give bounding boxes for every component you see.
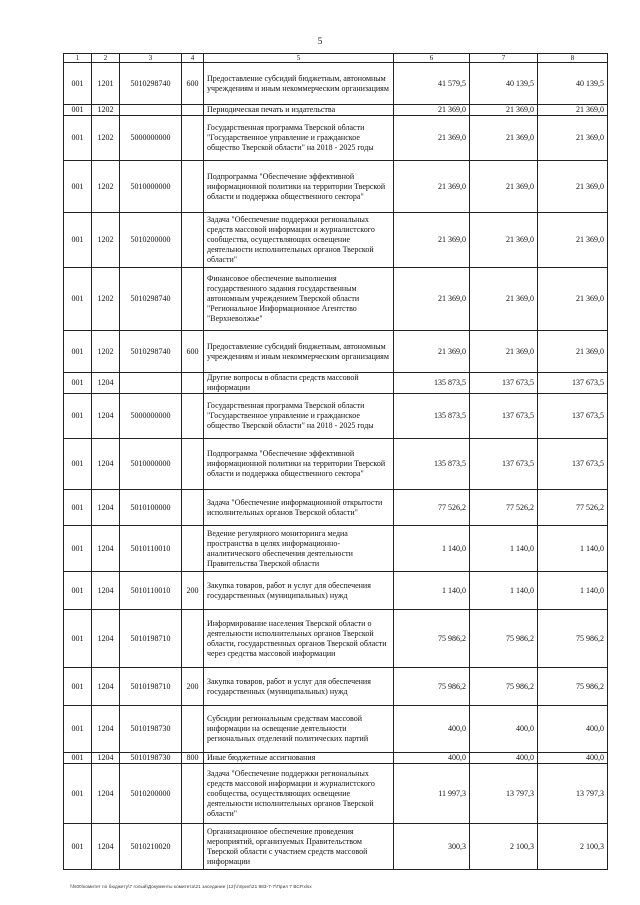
admin-code-cell: 001 bbox=[64, 824, 92, 870]
amount-2023-cell: 21 369,0 bbox=[394, 116, 470, 161]
section-code-cell: 1202 bbox=[92, 105, 120, 116]
admin-code-cell: 001 bbox=[64, 331, 92, 373]
amount-2023-cell: 400,0 bbox=[394, 706, 470, 753]
expense-type-cell bbox=[182, 268, 204, 331]
amount-2024-cell: 21 369,0 bbox=[470, 116, 538, 161]
section-code-cell: 1204 bbox=[92, 373, 120, 394]
section-code-cell: 1204 bbox=[92, 526, 120, 572]
amount-2024-cell: 137 673,5 bbox=[470, 394, 538, 439]
description-cell: Ведение регулярного мониторинга медиа пространства в целях информационно-аналитического обеспечения деятельности Правительства Тверской области bbox=[204, 526, 394, 572]
admin-code-cell: 001 bbox=[64, 490, 92, 526]
target-article-cell: 5010298740 bbox=[120, 331, 182, 373]
amount-2024-cell: 13 797,3 bbox=[470, 764, 538, 824]
admin-code-cell: 001 bbox=[64, 105, 92, 116]
amount-2025-cell: 21 369,0 bbox=[538, 331, 608, 373]
header-cell: 1 bbox=[64, 54, 92, 63]
description-cell: Периодическая печать и издательства bbox=[204, 105, 394, 116]
description-cell: Государственная программа Тверской области "Государственное управление и гражданское общество Тверской области" на 2018 - 2025 годы bbox=[204, 116, 394, 161]
target-article-cell: 5010298740 bbox=[120, 63, 182, 105]
section-code-cell: 1204 bbox=[92, 490, 120, 526]
amount-2025-cell: 1 140,0 bbox=[538, 526, 608, 572]
table-row bbox=[64, 439, 608, 490]
description-cell: Задача "Обеспечение информационной открытости исполнительных органов Тверской области" bbox=[204, 490, 394, 526]
expense-type-cell bbox=[182, 439, 204, 490]
amount-2024-cell: 1 140,0 bbox=[470, 572, 538, 610]
target-article-cell bbox=[120, 105, 182, 116]
expense-type-cell: 200 bbox=[182, 668, 204, 706]
table-row bbox=[64, 610, 608, 668]
description-cell: Подпрограмма "Обеспечение эффективной информационной политики на территории Тверской области и поддержка общественного сектора" bbox=[204, 439, 394, 490]
section-code-cell: 1202 bbox=[92, 116, 120, 161]
description-cell: Предоставление субсидий бюджетным, автономным учреждениям и иным некоммерческим организациям bbox=[204, 331, 394, 373]
amount-2024-cell: 21 369,0 bbox=[470, 268, 538, 331]
section-code-cell: 1204 bbox=[92, 668, 120, 706]
amount-2023-cell: 1 140,0 bbox=[394, 572, 470, 610]
expense-type-cell bbox=[182, 161, 204, 213]
section-code-cell: 1204 bbox=[92, 610, 120, 668]
target-article-cell: 5010110010 bbox=[120, 572, 182, 610]
amount-2024-cell: 137 673,5 bbox=[470, 439, 538, 490]
target-article-cell: 5010210020 bbox=[120, 824, 182, 870]
table-row bbox=[64, 824, 608, 870]
amount-2025-cell: 137 673,5 bbox=[538, 394, 608, 439]
amount-2024-cell: 21 369,0 bbox=[470, 213, 538, 268]
section-code-cell: 1204 bbox=[92, 572, 120, 610]
page-number: 5 bbox=[317, 36, 323, 46]
target-article-cell bbox=[120, 373, 182, 394]
target-article-cell: 5010198710 bbox=[120, 610, 182, 668]
target-article-cell: 5010200000 bbox=[120, 764, 182, 824]
expense-type-cell bbox=[182, 490, 204, 526]
header-row bbox=[64, 54, 608, 63]
expense-type-cell bbox=[182, 213, 204, 268]
amount-2023-cell: 135 873,5 bbox=[394, 394, 470, 439]
header-cell: 7 bbox=[470, 54, 538, 63]
table-row bbox=[64, 268, 608, 331]
table-row bbox=[64, 331, 608, 373]
amount-2023-cell: 41 579,5 bbox=[394, 63, 470, 105]
section-code-cell: 1202 bbox=[92, 331, 120, 373]
table-row bbox=[64, 572, 608, 610]
table-row bbox=[64, 116, 608, 161]
expense-type-cell: 600 bbox=[182, 331, 204, 373]
amount-2025-cell: 75 986,2 bbox=[538, 610, 608, 668]
budget-table bbox=[63, 53, 608, 870]
table-row bbox=[64, 105, 608, 116]
admin-code-cell: 001 bbox=[64, 394, 92, 439]
section-code-cell: 1202 bbox=[92, 268, 120, 331]
expense-type-cell bbox=[182, 394, 204, 439]
amount-2024-cell: 21 369,0 bbox=[470, 331, 538, 373]
admin-code-cell: 001 bbox=[64, 213, 92, 268]
table-row bbox=[64, 63, 608, 105]
target-article-cell: 5010198730 bbox=[120, 753, 182, 764]
description-cell: Задача "Обеспечение поддержки региональных средств массовой информации и журналистского сообщества, осуществляющих освещение деятельности исполнительных органов Тверской области" bbox=[204, 764, 394, 824]
target-article-cell: 5010110010 bbox=[120, 526, 182, 572]
amount-2023-cell: 21 369,0 bbox=[394, 268, 470, 331]
amount-2023-cell: 11 997,3 bbox=[394, 764, 470, 824]
target-article-cell: 5010000000 bbox=[120, 439, 182, 490]
admin-code-cell: 001 bbox=[64, 161, 92, 213]
admin-code-cell: 001 bbox=[64, 268, 92, 331]
section-code-cell: 1202 bbox=[92, 213, 120, 268]
amount-2024-cell: 1 140,0 bbox=[470, 526, 538, 572]
amount-2025-cell: 137 673,5 bbox=[538, 373, 608, 394]
description-cell: Другие вопросы в области средств массовой информации bbox=[204, 373, 394, 394]
description-cell: Предоставление субсидий бюджетным, автономным учреждениям и иным некоммерческим организациям bbox=[204, 63, 394, 105]
amount-2025-cell: 400,0 bbox=[538, 706, 608, 753]
section-code-cell: 1204 bbox=[92, 764, 120, 824]
table-row bbox=[64, 764, 608, 824]
expense-type-cell bbox=[182, 824, 204, 870]
target-article-cell: 5000000000 bbox=[120, 394, 182, 439]
description-cell: Закупка товаров, работ и услуг для обеспечения государственных (муниципальных) нужд bbox=[204, 668, 394, 706]
description-cell: Субсидии региональным средствам массовой информации на освещение деятельности региональных отделений политических партий bbox=[204, 706, 394, 753]
amount-2025-cell: 2 100,3 bbox=[538, 824, 608, 870]
table-row bbox=[64, 706, 608, 753]
admin-code-cell: 001 bbox=[64, 116, 92, 161]
amount-2023-cell: 135 873,5 bbox=[394, 373, 470, 394]
header-cell: 5 bbox=[204, 54, 394, 63]
admin-code-cell: 001 bbox=[64, 753, 92, 764]
table-row bbox=[64, 490, 608, 526]
target-article-cell: 5010298740 bbox=[120, 268, 182, 331]
table-row bbox=[64, 161, 608, 213]
expense-type-cell bbox=[182, 373, 204, 394]
amount-2025-cell: 21 369,0 bbox=[538, 116, 608, 161]
section-code-cell: 1204 bbox=[92, 439, 120, 490]
amount-2024-cell: 400,0 bbox=[470, 753, 538, 764]
amount-2025-cell: 40 139,5 bbox=[538, 63, 608, 105]
admin-code-cell: 001 bbox=[64, 373, 92, 394]
amount-2023-cell: 21 369,0 bbox=[394, 105, 470, 116]
amount-2024-cell: 77 526,2 bbox=[470, 490, 538, 526]
amount-2023-cell: 300,3 bbox=[394, 824, 470, 870]
table-row bbox=[64, 753, 608, 764]
description-cell: Задача "Обеспечение поддержки региональных средств массовой информации и журналистского сообщества, осуществляющих освещение деятельности исполнительных органов Тверской области" bbox=[204, 213, 394, 268]
amount-2023-cell: 135 873,5 bbox=[394, 439, 470, 490]
amount-2024-cell: 400,0 bbox=[470, 706, 538, 753]
amount-2025-cell: 21 369,0 bbox=[538, 161, 608, 213]
expense-type-cell bbox=[182, 764, 204, 824]
admin-code-cell: 001 bbox=[64, 706, 92, 753]
description-cell: Иные бюджетные ассигнования bbox=[204, 753, 394, 764]
section-code-cell: 1204 bbox=[92, 753, 120, 764]
header-cell: 8 bbox=[538, 54, 608, 63]
expense-type-cell: 800 bbox=[182, 753, 204, 764]
expense-type-cell: 600 bbox=[182, 63, 204, 105]
header-cell: 4 bbox=[182, 54, 204, 63]
amount-2025-cell: 1 140,0 bbox=[538, 572, 608, 610]
amount-2023-cell: 1 140,0 bbox=[394, 526, 470, 572]
header-cell: 3 bbox=[120, 54, 182, 63]
section-code-cell: 1204 bbox=[92, 706, 120, 753]
amount-2024-cell: 40 139,5 bbox=[470, 63, 538, 105]
header-cell: 6 bbox=[394, 54, 470, 63]
description-cell: Закупка товаров, работ и услуг для обеспечения государственных (муниципальных) нужд bbox=[204, 572, 394, 610]
description-cell: Финансовое обеспечение выполнения государственного задания государственным автономным учреждением Тверской области "Региональное Информационное Агентство "Верхневолжье" bbox=[204, 268, 394, 331]
amount-2024-cell: 75 986,2 bbox=[470, 668, 538, 706]
description-cell: Государственная программа Тверской области "Государственное управление и гражданское общество Тверской области" на 2018 - 2025 годы bbox=[204, 394, 394, 439]
target-article-cell: 5010200000 bbox=[120, 213, 182, 268]
amount-2023-cell: 75 986,2 bbox=[394, 610, 470, 668]
amount-2023-cell: 21 369,0 bbox=[394, 331, 470, 373]
table-body bbox=[64, 63, 608, 870]
amount-2023-cell: 400,0 bbox=[394, 753, 470, 764]
amount-2025-cell: 400,0 bbox=[538, 753, 608, 764]
amount-2024-cell: 21 369,0 bbox=[470, 161, 538, 213]
description-cell: Информирование населения Тверской области о деятельности исполнительных органов Тверской области, государственных органов Тверской области через средства массовой информации bbox=[204, 610, 394, 668]
amount-2025-cell: 13 797,3 bbox=[538, 764, 608, 824]
header-cell: 2 bbox=[92, 54, 120, 63]
amount-2025-cell: 21 369,0 bbox=[538, 268, 608, 331]
target-article-cell: 5010198710 bbox=[120, 668, 182, 706]
amount-2024-cell: 75 986,2 bbox=[470, 610, 538, 668]
section-code-cell: 1202 bbox=[92, 161, 120, 213]
section-code-cell: 1201 bbox=[92, 63, 120, 105]
file-path-footer: \\fs00\комитет по бюджету\7 голый\Документы комитета\21 заседание (12)\г\прил\21 883-7-7\Прил 7 ВСР.xlsx bbox=[70, 884, 312, 889]
table-row bbox=[64, 526, 608, 572]
admin-code-cell: 001 bbox=[64, 610, 92, 668]
table-row bbox=[64, 668, 608, 706]
amount-2023-cell: 77 526,2 bbox=[394, 490, 470, 526]
amount-2025-cell: 137 673,5 bbox=[538, 439, 608, 490]
expense-type-cell bbox=[182, 610, 204, 668]
expense-type-cell bbox=[182, 116, 204, 161]
admin-code-cell: 001 bbox=[64, 439, 92, 490]
admin-code-cell: 001 bbox=[64, 764, 92, 824]
amount-2024-cell: 2 100,3 bbox=[470, 824, 538, 870]
amount-2024-cell: 137 673,5 bbox=[470, 373, 538, 394]
amount-2025-cell: 75 986,2 bbox=[538, 668, 608, 706]
target-article-cell: 5000000000 bbox=[120, 116, 182, 161]
target-article-cell: 5010100000 bbox=[120, 490, 182, 526]
amount-2025-cell: 21 369,0 bbox=[538, 213, 608, 268]
amount-2025-cell: 77 526,2 bbox=[538, 490, 608, 526]
description-cell: Подпрограмма "Обеспечение эффективной информационной политики на территории Тверской области и поддержка общественного сектора" bbox=[204, 161, 394, 213]
admin-code-cell: 001 bbox=[64, 63, 92, 105]
expense-type-cell bbox=[182, 105, 204, 116]
admin-code-cell: 001 bbox=[64, 668, 92, 706]
admin-code-cell: 001 bbox=[64, 526, 92, 572]
expense-type-cell bbox=[182, 706, 204, 753]
section-code-cell: 1204 bbox=[92, 824, 120, 870]
target-article-cell: 5010000000 bbox=[120, 161, 182, 213]
amount-2023-cell: 21 369,0 bbox=[394, 213, 470, 268]
amount-2023-cell: 75 986,2 bbox=[394, 668, 470, 706]
expense-type-cell: 200 bbox=[182, 572, 204, 610]
amount-2023-cell: 21 369,0 bbox=[394, 161, 470, 213]
table-row bbox=[64, 394, 608, 439]
table-row bbox=[64, 213, 608, 268]
amount-2024-cell: 21 369,0 bbox=[470, 105, 538, 116]
expense-type-cell bbox=[182, 526, 204, 572]
admin-code-cell: 001 bbox=[64, 572, 92, 610]
section-code-cell: 1204 bbox=[92, 394, 120, 439]
amount-2025-cell: 21 369,0 bbox=[538, 105, 608, 116]
description-cell: Организационное обеспечение проведения мероприятий, организуемых Правительством Тверской области с участием средств массовой информации bbox=[204, 824, 394, 870]
table-row bbox=[64, 373, 608, 394]
target-article-cell: 5010198730 bbox=[120, 706, 182, 753]
